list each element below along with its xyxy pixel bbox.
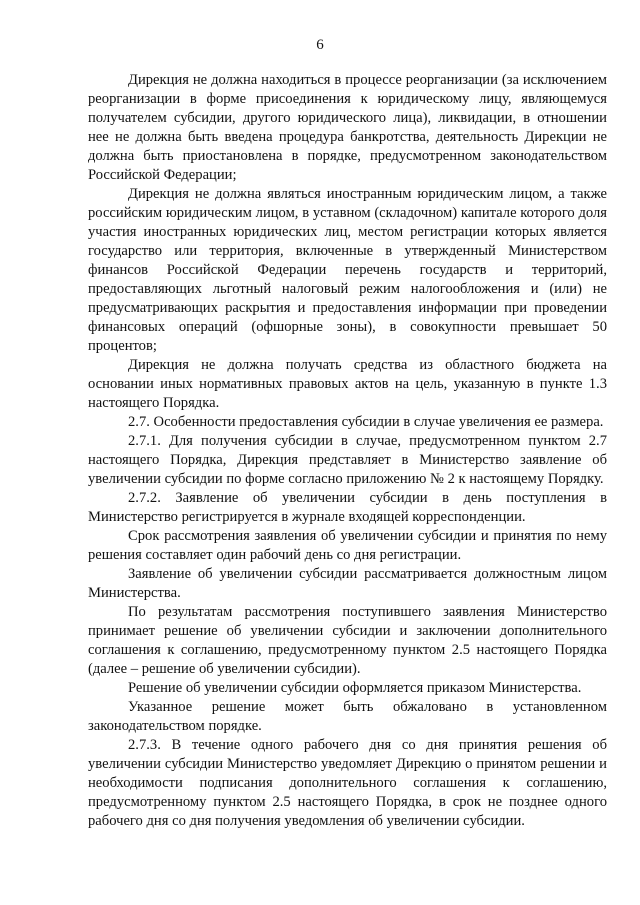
paragraph-regional-budget-requirement: Дирекция не должна получать средства из областного бюджета на основании иных нормативных правовых актов на цель, указанную в пункте 1.3 настоящего Порядка. bbox=[88, 357, 607, 411]
paragraph-reorganization-requirement: Дирекция не должна находиться в процессе реорганизации (за исключением реорганизации в форме присоединения к юридическому лицу, являющемуся получателем субсидии, другого юридического лица), ликвидации, в отношении нее не должна быть введена процедура банкротства, деятельность Дирекции не должна быть приостановлена в порядке, предусмотренном законодательством Российской Федерации; bbox=[88, 72, 607, 183]
paragraph-review-official: Заявление об увеличении субсидии рассматривается должностным лицом Министерства. bbox=[88, 566, 607, 601]
document-body bbox=[88, 71, 607, 831]
paragraph-review-term: Срок рассмотрения заявления об увеличении субсидии и принятия по нему решения составляет один рабочий день со дня регистрации. bbox=[88, 528, 607, 563]
paragraph-review-results: По результатам рассмотрения поступившего заявления Министерство принимает решение об увеличении субсидии и заключении дополнительного соглашения к соглашению, предусмотренному пунктом 2.5 настоящего Порядка (далее – решение об увеличении субсидии). bbox=[88, 604, 607, 677]
paragraph-2-7-1: 2.7.1. Для получения субсидии в случае, предусмотренном пунктом 2.7 настоящего Порядка, Дирекция представляет в Министерство заявление об увеличении субсидии по форме согласно приложению № 2 к настоящему Порядку. bbox=[88, 433, 607, 487]
paragraph-2-7-2: 2.7.2. Заявление об увеличении субсидии в день поступления в Министерство регистрируется в журнале входящей корреспонденции. bbox=[88, 490, 607, 525]
paragraph-2-7-3: 2.7.3. В течение одного рабочего дня со дня принятия решения об увеличении субсидии Министерство уведомляет Дирекцию о принятом решении и необходимости подписания дополнительного соглашения к соглашению, предусмотренному пунктом 2.5 настоящего Порядка, в срок не позднее одного рабочего дня со дня получения уведомления об увеличении субсидии. bbox=[88, 737, 607, 829]
page-number: 6 bbox=[316, 37, 324, 53]
paragraph-decision-order: Решение об увеличении субсидии оформляется приказом Министерства. bbox=[128, 680, 582, 696]
paragraph-section-2-7-heading: 2.7. Особенности предоставления субсидии в случае увеличения ее размера. bbox=[128, 414, 604, 430]
paragraph-foreign-entity-requirement: Дирекция не должна являться иностранным юридическим лицом, а также российским юридическим лицом, в уставном (складочном) капитале которого доля участия иностранных юридических лиц, местом регистрации которых является государство или территория, включенные в утвержденный Министерством финансов Российской Федерации перечень государств и территорий, предоставляющих льготный налоговый режим налогообложения и (или) не предусматривающих раскрытия и предоставления информации при проведении финансовых операций (офшорные зоны), в совокупности превышает 50 процентов; bbox=[88, 186, 607, 354]
paragraph-appeal: Указанное решение может быть обжаловано в установленном законодательством порядке. bbox=[88, 699, 607, 734]
